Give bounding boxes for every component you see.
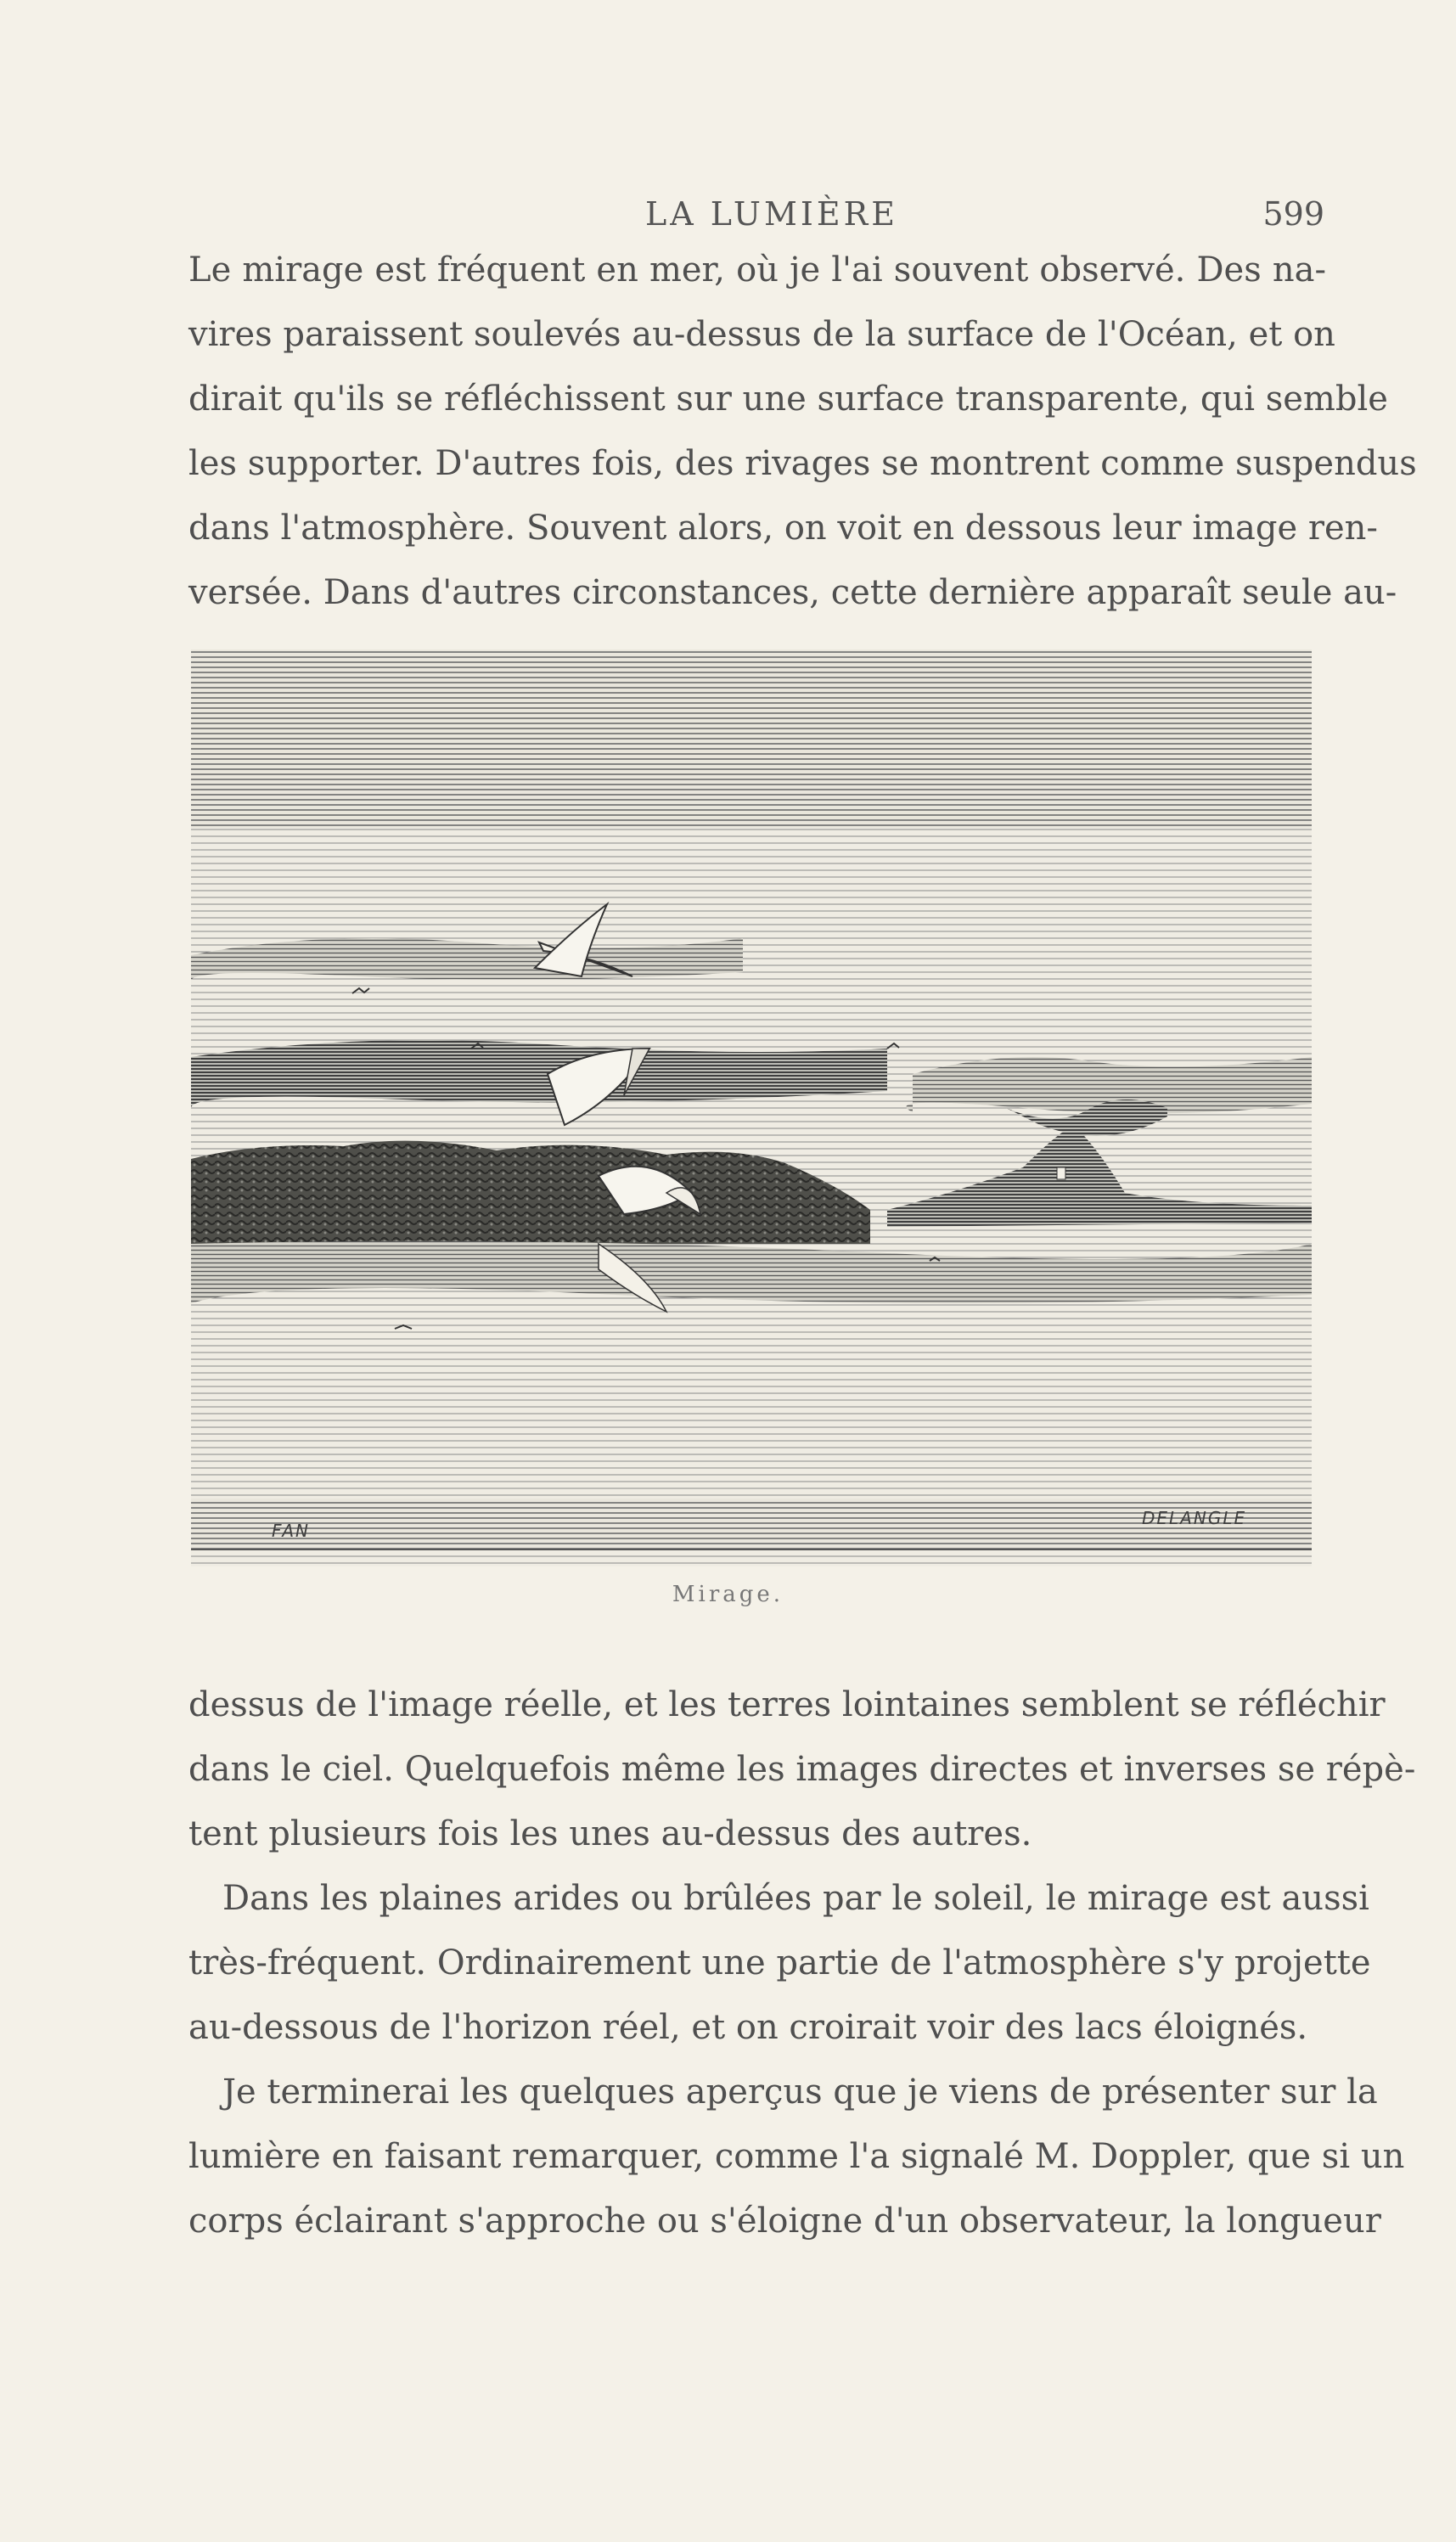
page-header (187, 195, 1324, 233)
engraver-signature-left: FAN (272, 1521, 310, 1541)
text-line: dessus de l'image réelle, et les terres lointaines semblent se réfléchir (188, 1685, 1386, 1724)
text-line: très-fréquent. Ordinairement une partie de l'atmosphère s'y projette (188, 1943, 1371, 1982)
text-line: dans le ciel. Quelquefois même les images directes et inverses se répè- (188, 1750, 1416, 1789)
paragraph-bottom (188, 1673, 1416, 2253)
text-line: au-dessous de l'horizon réel, et on croirait voir des lacs éloignés. (188, 2008, 1308, 2047)
engraver-signature-right: DELANGLE (1142, 1508, 1247, 1528)
text-line: tent plusieurs fois les unes au-dessus des autres. (188, 1814, 1032, 1853)
text-line: vires paraissent soulevés au-dessus de la surface de l'Océan, et on (188, 315, 1335, 354)
text-line: dans l'atmosphère. Souvent alors, on voit en dessous leur image ren- (188, 509, 1378, 548)
text-line: Le mirage est fréquent en mer, où je l'ai souvent observé. Des na- (188, 250, 1326, 290)
text-line: versée. Dans d'autres circonstances, cette dernière apparaît seule au- (188, 573, 1397, 612)
paragraph-top (188, 238, 1417, 625)
text-line: les supporter. D'autres fois, des rivages se montrent comme suspendus (188, 444, 1417, 483)
mirage-engraving (191, 650, 1312, 1566)
text-line: Dans les plaines arides ou brûlées par le soleil, le mirage est aussi (222, 1879, 1369, 1918)
text-line: lumière en faisant remarquer, comme l'a signalé M. Doppler, que si un (188, 2137, 1405, 2176)
text-line: Je terminerai les quelques aperçus que je viens de présenter sur la (222, 2072, 1378, 2112)
running-head: LA LUMIÈRE (645, 195, 898, 233)
hut-icon (1057, 1167, 1065, 1179)
figure-caption: Mirage. (672, 1582, 784, 1607)
text-line: corps éclairant s'approche ou s'éloigne d'un observateur, la longueur (188, 2202, 1381, 2241)
upper-sky (191, 650, 1312, 828)
page-number: 599 (1262, 195, 1324, 233)
text-line: dirait qu'ils se réfléchissent sur une surface transparente, qui semble (188, 380, 1388, 419)
